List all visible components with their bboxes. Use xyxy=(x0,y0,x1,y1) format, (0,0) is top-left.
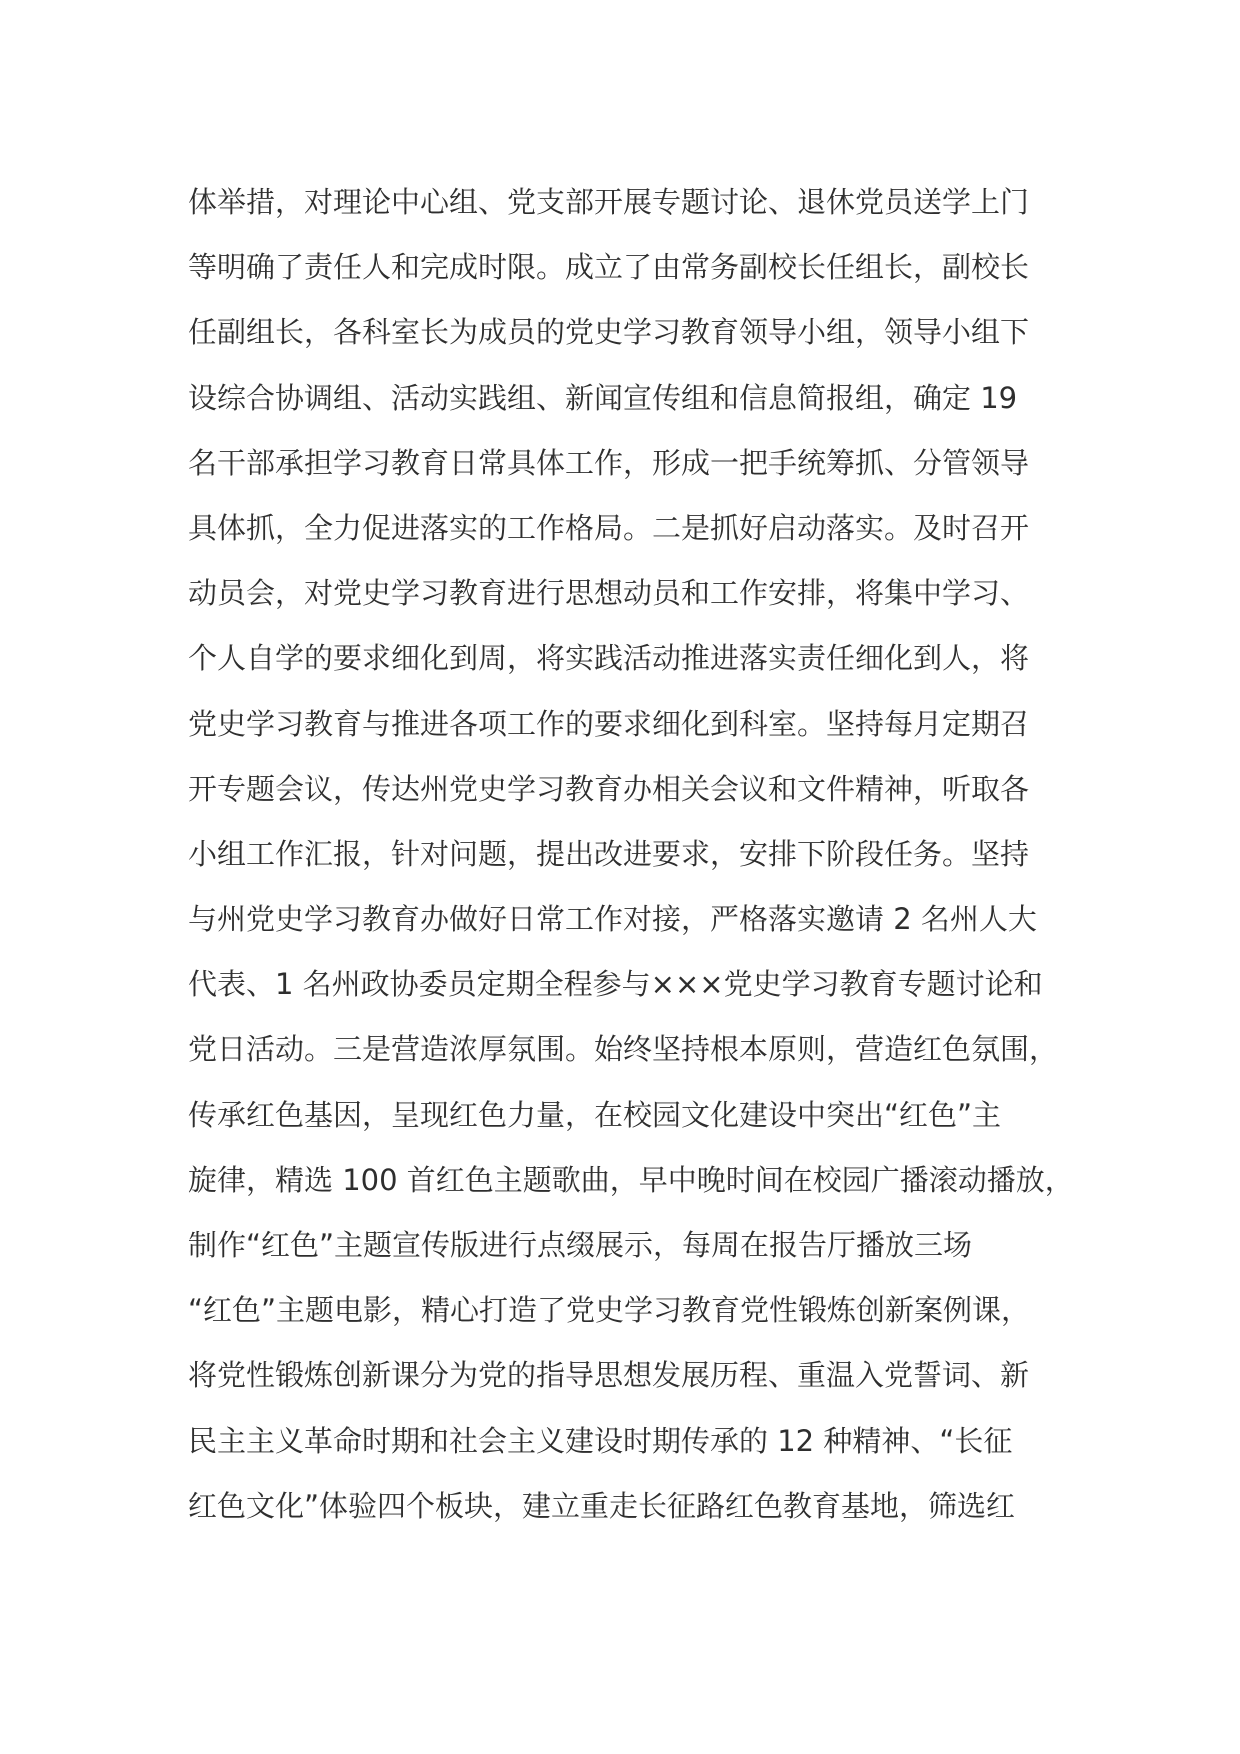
text-line: 党日活动。三是营造浓厚氛围。始终坚持根本原则，营造红色氛围， xyxy=(188,1032,1059,1067)
text-line: 体举措，对理论中心组、党支部开展专题讨论、退休党员送学上门 xyxy=(188,185,1030,219)
text-line: 与州党史学习教育办做好日常工作对接，严格落实邀请 2 名州人大 xyxy=(188,902,1037,937)
text-line: 党史学习教育与推进各项工作的要求细化到科室。坚持每月定期召 xyxy=(188,706,1030,741)
text-line: 旋律，精选 100 首红色主题歌曲，早中晚时间在校园广播滚动播放， xyxy=(188,1162,1074,1197)
text-line: 等明确了责任人和完成时限。成立了由常务副校长任组长，副校长 xyxy=(188,250,1030,285)
text-line: “红色”主题电影，精心打造了党史学习教育党性锻炼创新案例课， xyxy=(188,1293,1031,1328)
text-line: 个人自学的要求细化到周，将实践活动推进落实责任细化到人，将 xyxy=(188,641,1030,676)
text-line: 任副组长，各科室长为成员的党史学习教育领导小组，领导小组下 xyxy=(188,315,1030,350)
text-line: 名干部承担学习教育日常具体工作，形成一把手统筹抓、分管领导 xyxy=(188,445,1030,480)
text-line: 代表、1 名州政协委员定期全程参与×××党史学习教育专题讨论和 xyxy=(188,967,1043,1002)
text-line: 将党性锻炼创新课分为党的指导思想发展历程、重温入党誓词、新 xyxy=(188,1358,1030,1393)
body-text xyxy=(188,170,1074,1539)
text-line: 设综合协调组、活动实践组、新闻宣传组和信息简报组，确定 19 xyxy=(188,380,1018,415)
text-line: 开专题会议，传达州党史学习教育办相关会议和文件精神，听取各 xyxy=(188,771,1030,806)
text-line: 动员会，对党史学习教育进行思想动员和工作安排，将集中学习、 xyxy=(188,576,1030,611)
text-line: 制作“红色”主题宣传版进行点缀展示，每周在报告厅播放三场 xyxy=(188,1228,973,1262)
text-line: 传承红色基因，呈现红色力量，在校园文化建设中突出“红色”主 xyxy=(188,1097,1002,1132)
text-line: 小组工作汇报，针对问题，提出改进要求，安排下阶段任务。坚持 xyxy=(188,836,1030,871)
text-line: 民主主义革命时期和社会主义建设时期传承的 12 种精神、“长征 xyxy=(188,1423,1013,1458)
text-line: 具体抓，全力促进落实的工作格局。二是抓好启动落实。及时召开 xyxy=(188,510,1030,545)
text-line: 红色文化”体验四个板块，建立重走长征路红色教育基地，筛选红 xyxy=(188,1488,1016,1523)
